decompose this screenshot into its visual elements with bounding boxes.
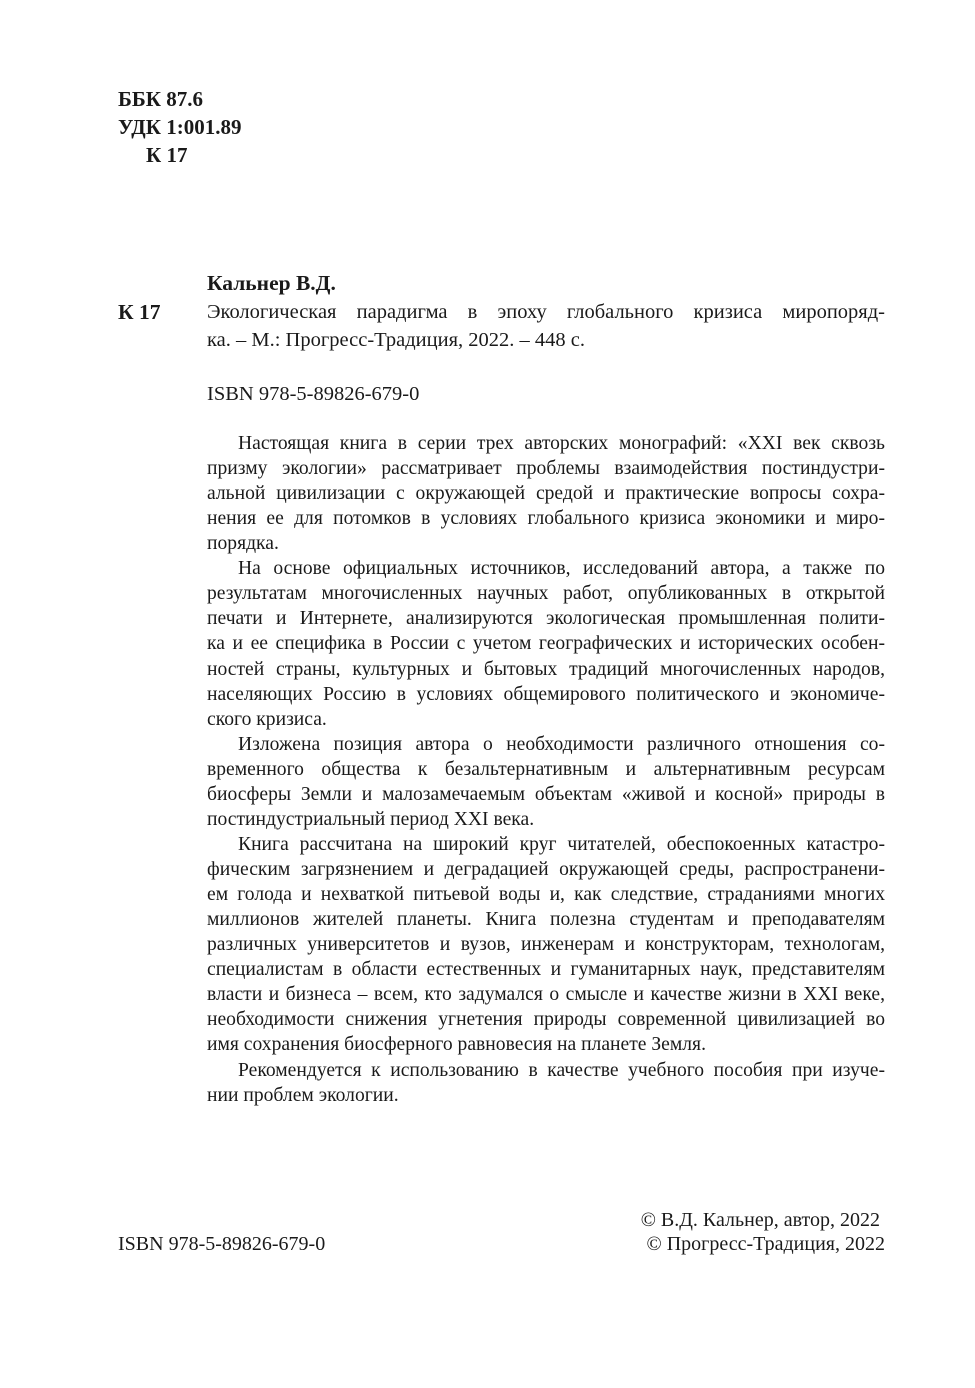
annotation-line: нии проблем экологии. [207, 1085, 399, 1106]
annotation-line: фическим загрязнением и деградацией окружающей среды, распространени- [207, 859, 885, 880]
author-mark: К 17 [118, 300, 161, 324]
annotation-line: власти и бизнеса – всем, кто задумался о смысле и качестве жизни в XXI веке, [207, 984, 885, 1005]
annotation-line: порядка. [207, 533, 279, 554]
annotation-line: различных университетов и вузов, инженерам и конструкторам, технологам, [207, 934, 885, 955]
annotation-line: миллионов жителей планеты. Книга полезна студентам и преподавателям [207, 909, 885, 930]
annotation-line: ностей страны, культурных и бытовых традиций многочисленных народов, [207, 659, 885, 680]
isbn: ISBN 978-5-89826-679-0 [207, 383, 420, 405]
title-line: Экологическая парадигма в эпоху глобального кризиса миропоряд- [207, 301, 885, 323]
annotation-line: ка и ее специфика в России с учетом географических и исторических особен- [207, 633, 885, 654]
annotation-line: альной цивилизации с окружающей средой и практические вопросы сохра- [207, 483, 885, 504]
copyright-author: © В.Д. Кальнер, автор, 2022 [640, 1209, 880, 1231]
author-mark-top: К 17 [146, 143, 188, 167]
annotation-line: временного общества к безальтернативным и альтернативным ресурсам [207, 759, 885, 780]
annotation-line: Изложена позиция автора о необходимости различного отношения со- [238, 734, 885, 755]
annotation-line: Рекомендуется к использованию в качестве учебного пособия при изуче- [238, 1060, 885, 1081]
title-line: ка. – М.: Прогресс-Традиция, 2022. – 448 с. [207, 329, 585, 351]
annotation-line: постиндустриальный период XXI века. [207, 809, 535, 830]
annotation-line: имя сохранения биосферного равновесия на планете Земля. [207, 1034, 706, 1055]
annotation-line: Книга рассчитана на широкий круг читателей, обеспокоенных катастро- [238, 834, 885, 855]
annotation-line: нения ее для потомков в условиях глобального кризиса экономики и миро- [207, 508, 885, 529]
annotation-line: специалистам в области естественных и гуманитарных наук, представителям [207, 959, 885, 980]
annotation-line: ского кризиса. [207, 709, 327, 730]
annotation-line: печати и Интернете, анализируются экологическая промышленная полити- [207, 608, 885, 629]
annotation-line: населяющих Россию в условиях общемирового политического и экономиче- [207, 684, 885, 705]
annotation-line: необходимости снижения угнетения природы современной цивилизацией во [207, 1009, 885, 1030]
footer-isbn: ISBN 978-5-89826-679-0 [118, 1233, 326, 1255]
udk-code: УДК 1:001.89 [118, 115, 242, 139]
annotation-line: ем голода и нехваткой питьевой воды и, как следствие, страданиями многих [207, 884, 885, 905]
annotation-line: Настоящая книга в серии трех авторских монографий: «XXI век сквозь [238, 433, 885, 454]
bbk-code: ББК 87.6 [118, 87, 203, 111]
copyright-publisher: © Прогресс-Традиция, 2022 [646, 1233, 885, 1255]
annotation-line: результатам многочисленных научных работ, опубликованных в открытой [207, 583, 885, 604]
annotation-line: биосферы Земли и малозамечаемым объектам «живой и косной» природы в [207, 784, 885, 805]
annotation-line: призму экологии» рассматривает проблемы взаимодействия постиндустри- [207, 458, 885, 479]
author-name: Кальнер В.Д. [207, 271, 336, 295]
annotation-line: На основе официальных источников, исследований автора, а также по [238, 558, 885, 579]
